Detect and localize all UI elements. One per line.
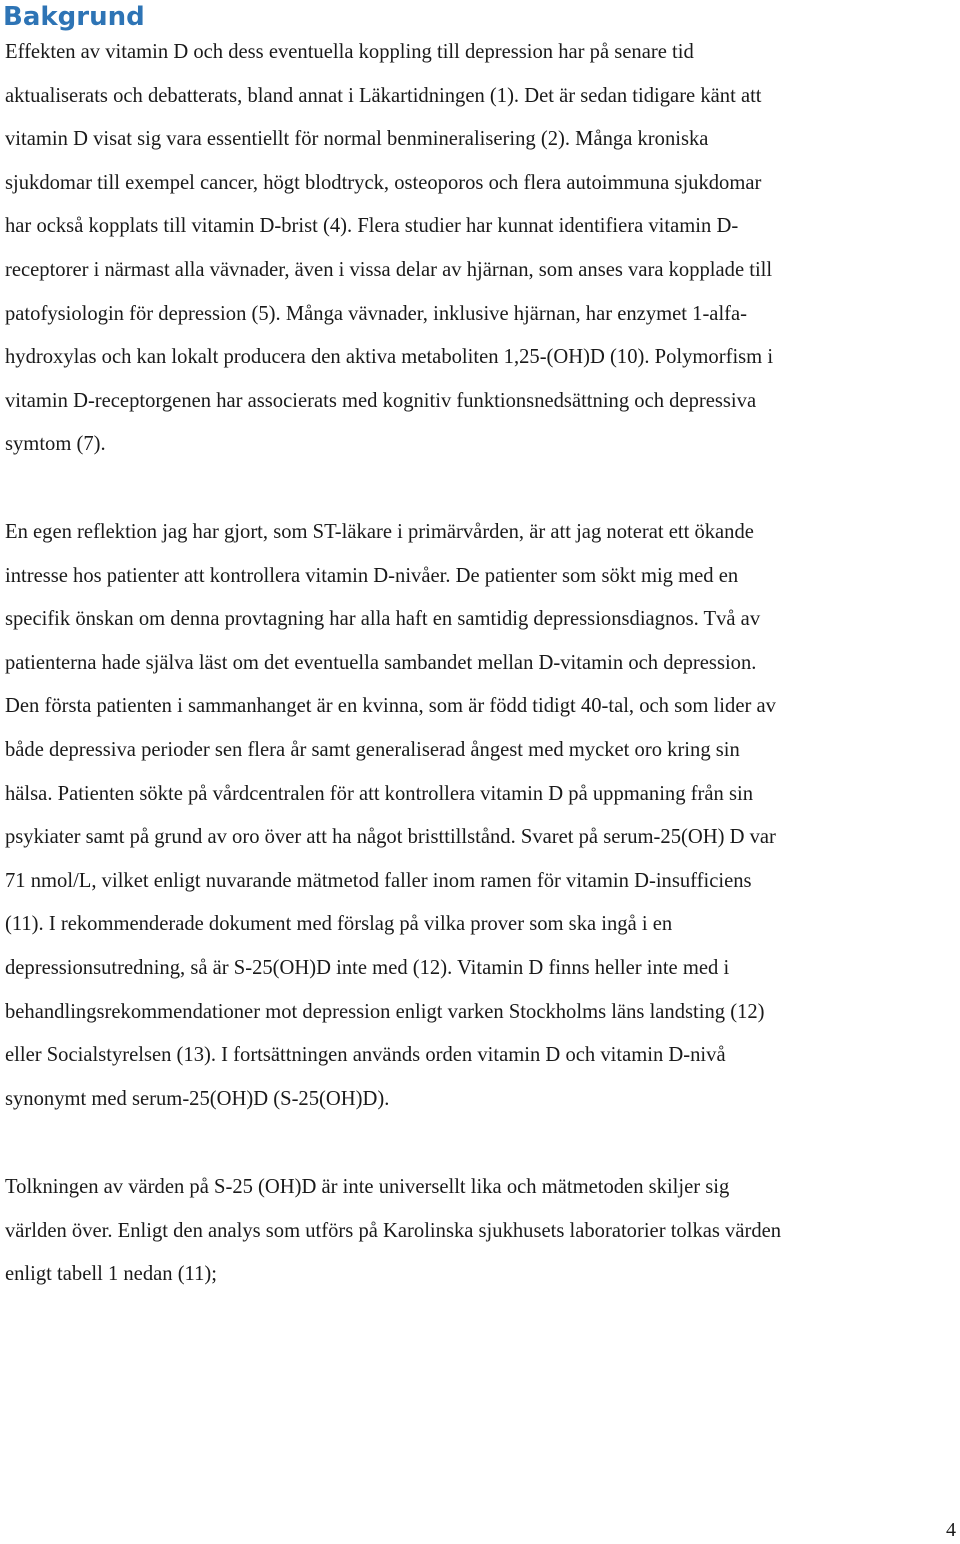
text-line: synonymt med serum-25(OH)D (S-25(OH)D). [5,1087,390,1110]
text-line: Den första patienten i sammanhanget är en kvinna, som är född tidigt 40-tal, och som lider av [5,695,776,718]
text-line: symtom (7). [5,433,106,456]
text-line: intresse hos patienter att kontrollera vitamin D-nivåer. De patienter som sökt mig med en [5,564,739,587]
text-line: enligt tabell 1 nedan (11); [5,1263,217,1286]
text-line: patienterna hade själva läst om det eventuella sambandet mellan D-vitamin och depression. [5,651,757,674]
text-line: psykiater samt på grund av oro över att ha något bristtillstånd. Svaret på serum-25(OH) D var [5,826,776,849]
text-line: både depressiva perioder sen flera år samt generaliserad ångest med mycket oro kring sin [5,738,740,761]
text-line: vitamin D-receptorgenen har associerats med kognitiv funktionsnedsättning och depressiva [5,389,757,412]
page-number: 4 [946,1519,956,1541]
text-line: eller Socialstyrelsen (13). I fortsättningen används orden vitamin D och vitamin D-nivå [5,1044,726,1067]
text-line: Tolkningen av värden på S-25 (OH)D är inte universellt lika och mätmetoden skiljer sig [5,1176,730,1198]
text-line: hälsa. Patienten sökte på vårdcentralen för att kontrollera vitamin D på uppmaning från sin [5,782,754,805]
text-line: behandlingsrekommendationer mot depression enligt varken Stockholms läns landsting (12) [5,1000,765,1023]
text-line: aktualiserats och debatterats, bland annat i Läkartidningen (1). Det är sedan tidigare känt att [5,84,762,107]
section-heading: Bakgrund [3,2,145,32]
text-line: har också kopplats till vitamin D-brist (4). Flera studier har kunnat identifiera vitamin D- [5,215,739,238]
paragraph-interpretation [5,1166,957,1297]
text-line: depressionsutredning, så är S-25(OH)D inte med (12). Vitamin D finns heller inte med i [5,956,730,979]
text-line: receptorer i närmast alla vävnader, även i vissa delar av hjärnan, som anses vara kopplade till [5,258,773,281]
paragraph-background [5,31,957,467]
text-line: vitamin D visat sig vara essentiellt för normal benmineralisering (2). Många kroniska [5,128,709,151]
text-line: patofysiologin för depression (5). Många vävnader, inklusive hjärnan, har enzymet 1-alfa- [5,302,748,325]
text-line: En egen reflektion jag har gjort, som ST-läkare i primärvården, är att jag noterat ett ökande [5,521,754,543]
text-line: (11). I rekommenderade dokument med förslag på vilka prover som ska ingå i en [5,913,673,936]
text-line: hydroxylas och kan lokalt producera den aktiva metaboliten 1,25-(OH)D (10). Polymorfism i [5,346,774,369]
paragraph-reflection [5,511,957,1121]
text-line: Effekten av vitamin D och dess eventuella koppling till depression har på senare tid [5,41,694,63]
text-line: världen över. Enligt den analys som utförs på Karolinska sjukhusets laboratorier tolkas värden [5,1219,782,1242]
text-line: sjukdomar till exempel cancer, högt blodtryck, osteoporos och flera autoimmuna sjukdomar [5,171,762,194]
text-line: specifik önskan om denna provtagning har alla haft en samtidig depressionsdiagnos. Två av [5,608,761,631]
text-line: 71 nmol/L, vilket enligt nuvarande mätmetod faller inom ramen för vitamin D-insufficiens [5,869,752,892]
